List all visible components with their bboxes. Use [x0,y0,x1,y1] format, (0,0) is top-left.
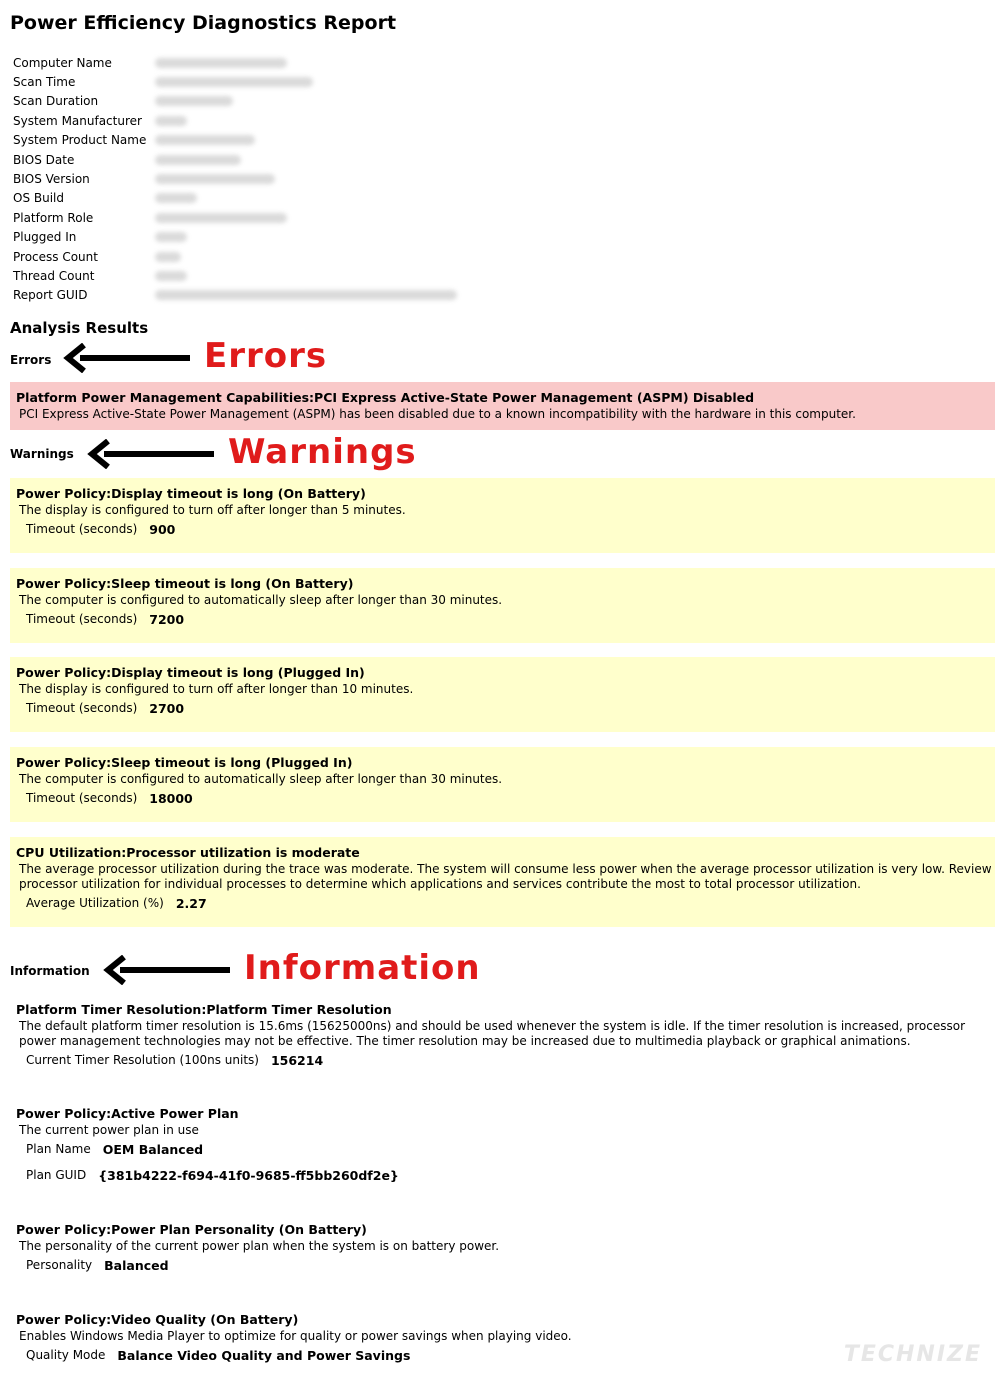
info-kv [16,1138,995,1160]
redacted-value [155,116,187,126]
info-kv [16,1164,995,1186]
kv-value: 7200 [149,611,185,627]
info-description: The default platform timer resolution is 15.6ms (15625000ns) and should be used whenever the system is idle. If the timer resolution is increased, processor power management technologies may not be effective. The timer resolution may be increased due to multimedia playback or graphical animations. [19,1019,966,1048]
kv-value: Balance Video Quality and Power Savings [117,1347,411,1363]
arrow-left-icon [62,343,192,373]
kv-key: Plan GUID [26,1168,87,1182]
sysinfo-label: BIOS Date [13,152,75,167]
redacted-value [155,174,275,184]
sysinfo-row [13,228,457,247]
warning-description: The display is configured to turn off after longer than 5 minutes. [19,503,406,517]
redacted-value [155,252,181,262]
redacted-value [155,58,287,68]
kv-value: 156214 [270,1052,324,1068]
warning-description: The computer is configured to automatically sleep after longer than 30 minutes. [19,772,503,786]
sysinfo-row [13,72,457,91]
redacted-value [155,96,233,106]
info-description: The current power plan in use [19,1123,199,1137]
warning-kv [16,892,995,914]
report-title: Power Efficiency Diagnostics Report [10,12,397,34]
sysinfo-label: System Product Name [13,133,147,148]
sysinfo-label: Process Count [13,249,98,264]
info-title: Power Policy:Power Plan Personality (On Battery) [16,1222,367,1237]
warning-title: Power Policy:Display timeout is long (On Battery) [16,486,366,501]
warning-kv [16,787,995,809]
kv-value: Balanced [104,1257,169,1273]
kv-value: 2.27 [175,895,207,911]
kv-key: Plan Name [26,1142,91,1156]
redacted-value [155,271,187,281]
sysinfo-label: Platform Role [13,210,94,225]
error-description: PCI Express Active-State Power Management (ASPM) has been disabled due to a known incompatibility with the hardware in this computer. [19,407,856,421]
info-title: Power Policy:Active Power Plan [16,1106,239,1121]
sysinfo-row [13,150,457,169]
information-annotation: Information [244,948,481,988]
arrow-left-icon [86,439,216,469]
error-title: Platform Power Management Capabilities:PCI Express Active-State Power Management (ASPM) Disabled [16,390,755,405]
kv-key: Timeout (seconds) [26,701,138,715]
sysinfo-label: OS Build [13,191,64,206]
sysinfo-row [13,247,457,266]
warning-item [10,837,995,927]
kv-value: 18000 [149,790,193,806]
sysinfo-label: BIOS Version [13,172,90,187]
sysinfo-label: Thread Count [13,268,95,283]
info-item [10,994,995,1074]
warning-description: The display is configured to turn off after longer than 10 minutes. [19,682,414,696]
info-item [10,1214,995,1284]
warning-item [10,657,995,732]
redacted-value [155,213,287,223]
redacted-value [155,193,197,203]
kv-key: Personality [26,1258,93,1272]
info-kv [16,1049,995,1071]
sysinfo-label: Report GUID [13,288,88,303]
info-kv [16,1254,995,1276]
watermark-logo: TECHNIZE [843,1342,982,1367]
sysinfo-row [13,111,457,130]
redacted-value [155,155,241,165]
warning-item [10,568,995,643]
sysinfo-row [13,266,457,285]
kv-value: OEM Balanced [102,1141,204,1157]
sysinfo-label: System Manufacturer [13,113,142,128]
redacted-value [155,135,255,145]
warning-description: The computer is configured to automatically sleep after longer than 30 minutes. [19,593,503,607]
analysis-results-heading: Analysis Results [10,319,149,337]
info-description: Enables Windows Media Player to optimize for quality or power savings when playing video. [19,1329,572,1343]
sysinfo-label: Scan Time [13,75,76,90]
arrow-left-icon [102,955,232,985]
error-item [10,382,995,430]
warning-kv [16,518,995,540]
kv-value: {381b4222-f694-41f0-9685-ff5bb260df2e} [98,1167,399,1183]
info-title: Platform Timer Resolution:Platform Timer Resolution [16,1002,392,1017]
sysinfo-row [13,189,457,208]
warning-item [10,747,995,822]
system-info-table [13,53,457,305]
sysinfo-row [13,208,457,227]
errors-section-label: Errors [10,353,52,367]
warnings-section-label: Warnings [10,447,74,461]
warning-title: Power Policy:Display timeout is long (Plugged In) [16,665,365,680]
warning-title: Power Policy:Sleep timeout is long (Plugged In) [16,755,353,770]
errors-annotation: Errors [204,336,328,376]
kv-value: 900 [149,521,176,537]
kv-key: Timeout (seconds) [26,522,138,536]
warning-title: Power Policy:Sleep timeout is long (On Battery) [16,576,354,591]
sysinfo-label: Computer Name [13,55,112,70]
info-item [10,1098,995,1198]
redacted-value [155,77,313,87]
warning-title: CPU Utilization:Processor utilization is moderate [16,845,360,860]
sysinfo-label: Plugged In [13,230,77,245]
redacted-value [155,232,187,242]
kv-key: Timeout (seconds) [26,612,138,626]
kv-key: Timeout (seconds) [26,791,138,805]
kv-key: Quality Mode [26,1348,106,1362]
sysinfo-row [13,131,457,150]
information-section-label: Information [10,964,90,978]
kv-key: Current Timer Resolution (100ns units) [26,1053,259,1067]
warning-description: The average processor utilization during the trace was moderate. The system will consume less power when the average processor utilization is very low. Review processor utilization for individual processes to determine which applications and services contribute the most to total processor utilization. [19,862,992,891]
sysinfo-row [13,53,457,72]
sysinfo-row [13,169,457,188]
warnings-annotation: Warnings [228,432,417,472]
redacted-value [155,290,457,300]
info-description: The personality of the current power plan when the system is on battery power. [19,1239,500,1253]
warning-kv [16,608,995,630]
sysinfo-row [13,286,457,305]
sysinfo-row [13,92,457,111]
info-title: Power Policy:Video Quality (On Battery) [16,1312,299,1327]
kv-value: 2700 [149,700,185,716]
warning-kv [16,697,995,719]
warning-item [10,478,995,553]
sysinfo-label: Scan Duration [13,94,99,109]
kv-key: Average Utilization (%) [26,896,164,910]
